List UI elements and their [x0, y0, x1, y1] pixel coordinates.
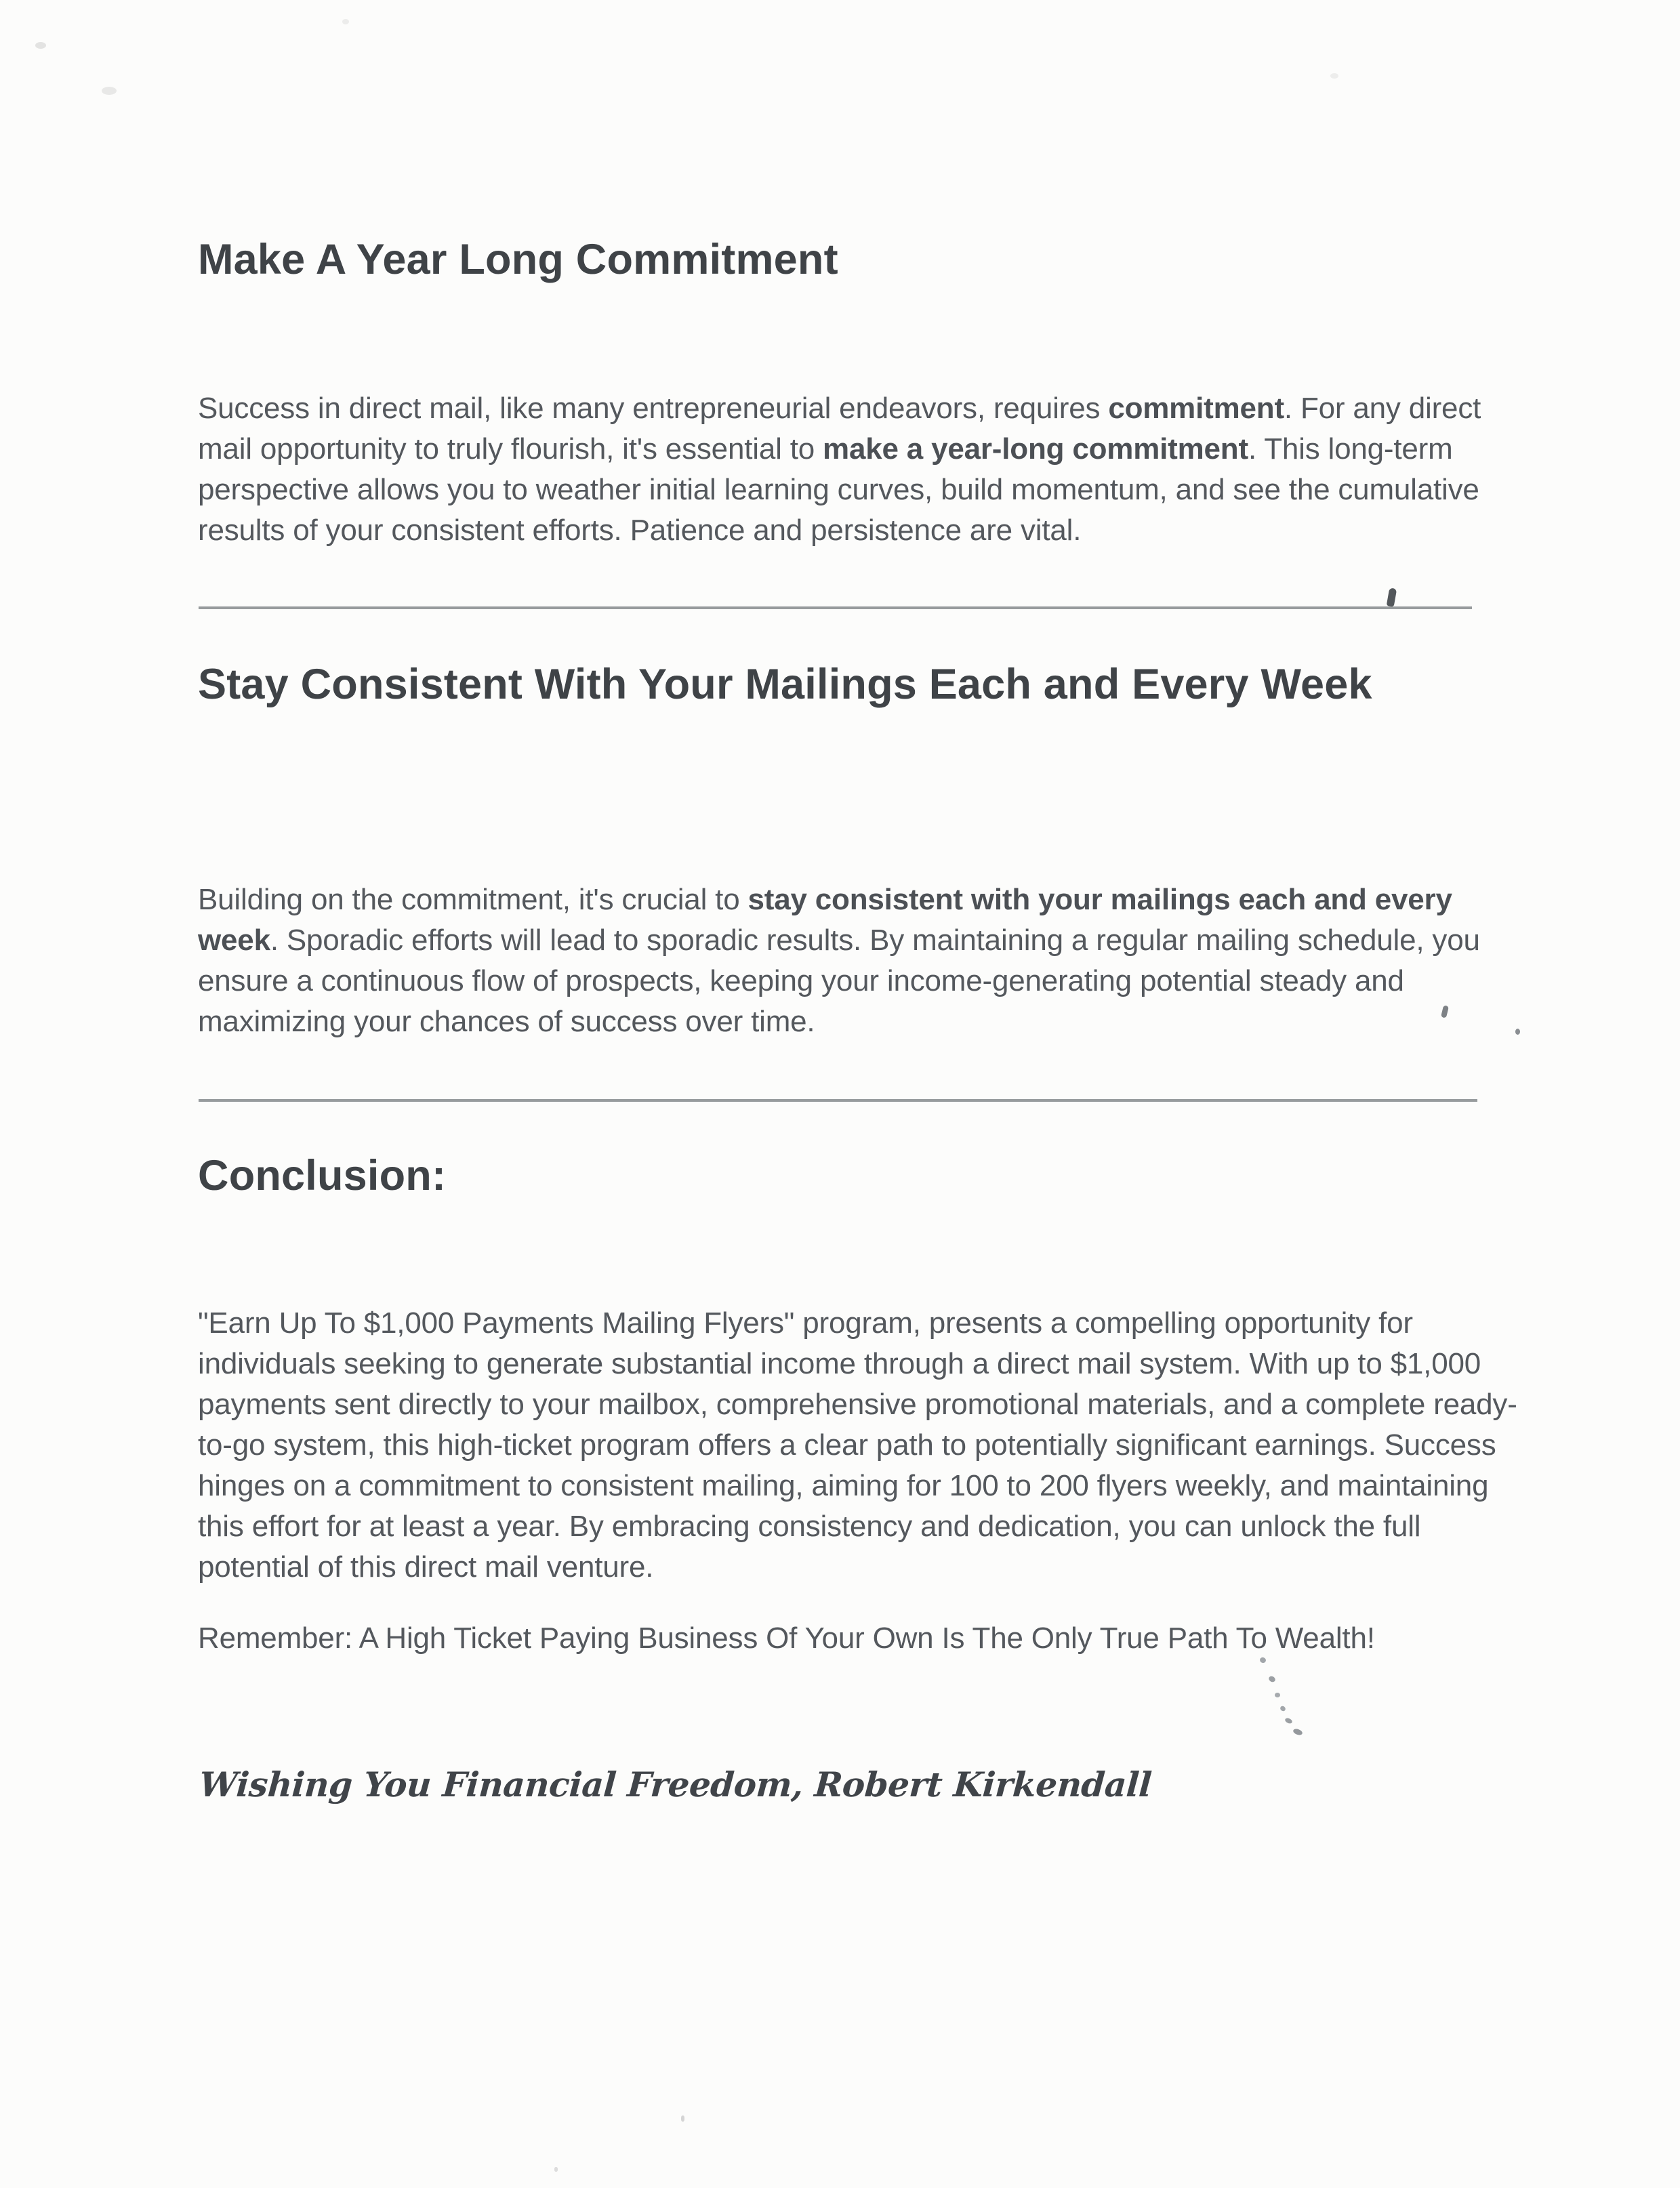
scan-artifact	[1275, 1693, 1280, 1697]
scan-artifact	[1387, 587, 1397, 607]
scan-artifact	[1268, 1675, 1277, 1683]
bold-run: make a year-long commitment	[823, 432, 1248, 466]
text-run: Building on the commitment, it's crucial to	[198, 883, 748, 916]
scan-artifact	[1279, 1705, 1287, 1712]
scan-artifact	[1292, 1728, 1303, 1736]
scan-artifact	[1284, 1717, 1293, 1725]
paragraph-remember: Remember: A High Ticket Paying Business Of Your Own Is The Only True Path To Wealth!	[198, 1622, 1375, 1655]
text-run: Success in direct mail, like many entrepreneurial endeavors, requires	[198, 392, 1109, 425]
section-divider	[199, 606, 1472, 609]
heading-make-a-year-long-commitment: Make A Year Long Commitment	[198, 236, 838, 283]
paragraph-commitment	[198, 388, 1526, 551]
signature-line: Wishing You Financial Freedom, Robert Kirkendall	[198, 1764, 1153, 1804]
scan-artifact	[35, 42, 46, 49]
bold-run: commitment	[1108, 392, 1284, 425]
scan-artifact	[102, 87, 117, 95]
heading-conclusion: Conclusion:	[198, 1152, 447, 1199]
text-run: . For any direct mail opportunity to truly flourish, it's essential to	[198, 392, 1481, 466]
paragraph-conclusion: "Earn Up To $1,000 Payments Mailing Flyers" program, presents a compelling opportunity for individuals seeking to generate substantial income through a direct mail system. With up to $1,000 payments sent directly to your mailbox, comprehensive promotional materials, and a complete ready-to-go system, this high-ticket program offers a clear path to potentially significant earnings. Success hinges on a commitment to consistent mailing, aiming for 100 to 200 flyers weekly, and maintaining this effort for at least a year. By embracing consistency and dedication, you can unlock the full potential of this direct mail venture.	[198, 1306, 1517, 1584]
section-divider	[199, 1099, 1477, 1102]
scan-artifact	[554, 2167, 558, 2172]
text-run: . This long-term perspective allows you to weather initial learning curves, build momentum, and see the cumulative results of your consistent efforts. Patience and persistence are vital.	[198, 432, 1479, 547]
text-run: . Sporadic efforts will lead to sporadic results. By maintaining a regular mailing schedule, you ensure a continuous flow of prospects, keeping your income-generating potential steady and maximizing your chances of success over time.	[198, 924, 1480, 1038]
scan-artifact	[681, 2115, 684, 2122]
scan-artifact	[342, 19, 349, 24]
heading-stay-consistent: Stay Consistent With Your Mailings Each and Every Week	[198, 661, 1372, 708]
paragraph-consistency	[198, 880, 1526, 1042]
scan-artifact	[1330, 73, 1338, 79]
bold-run: stay consistent with your mailings each and every week	[198, 883, 1452, 957]
